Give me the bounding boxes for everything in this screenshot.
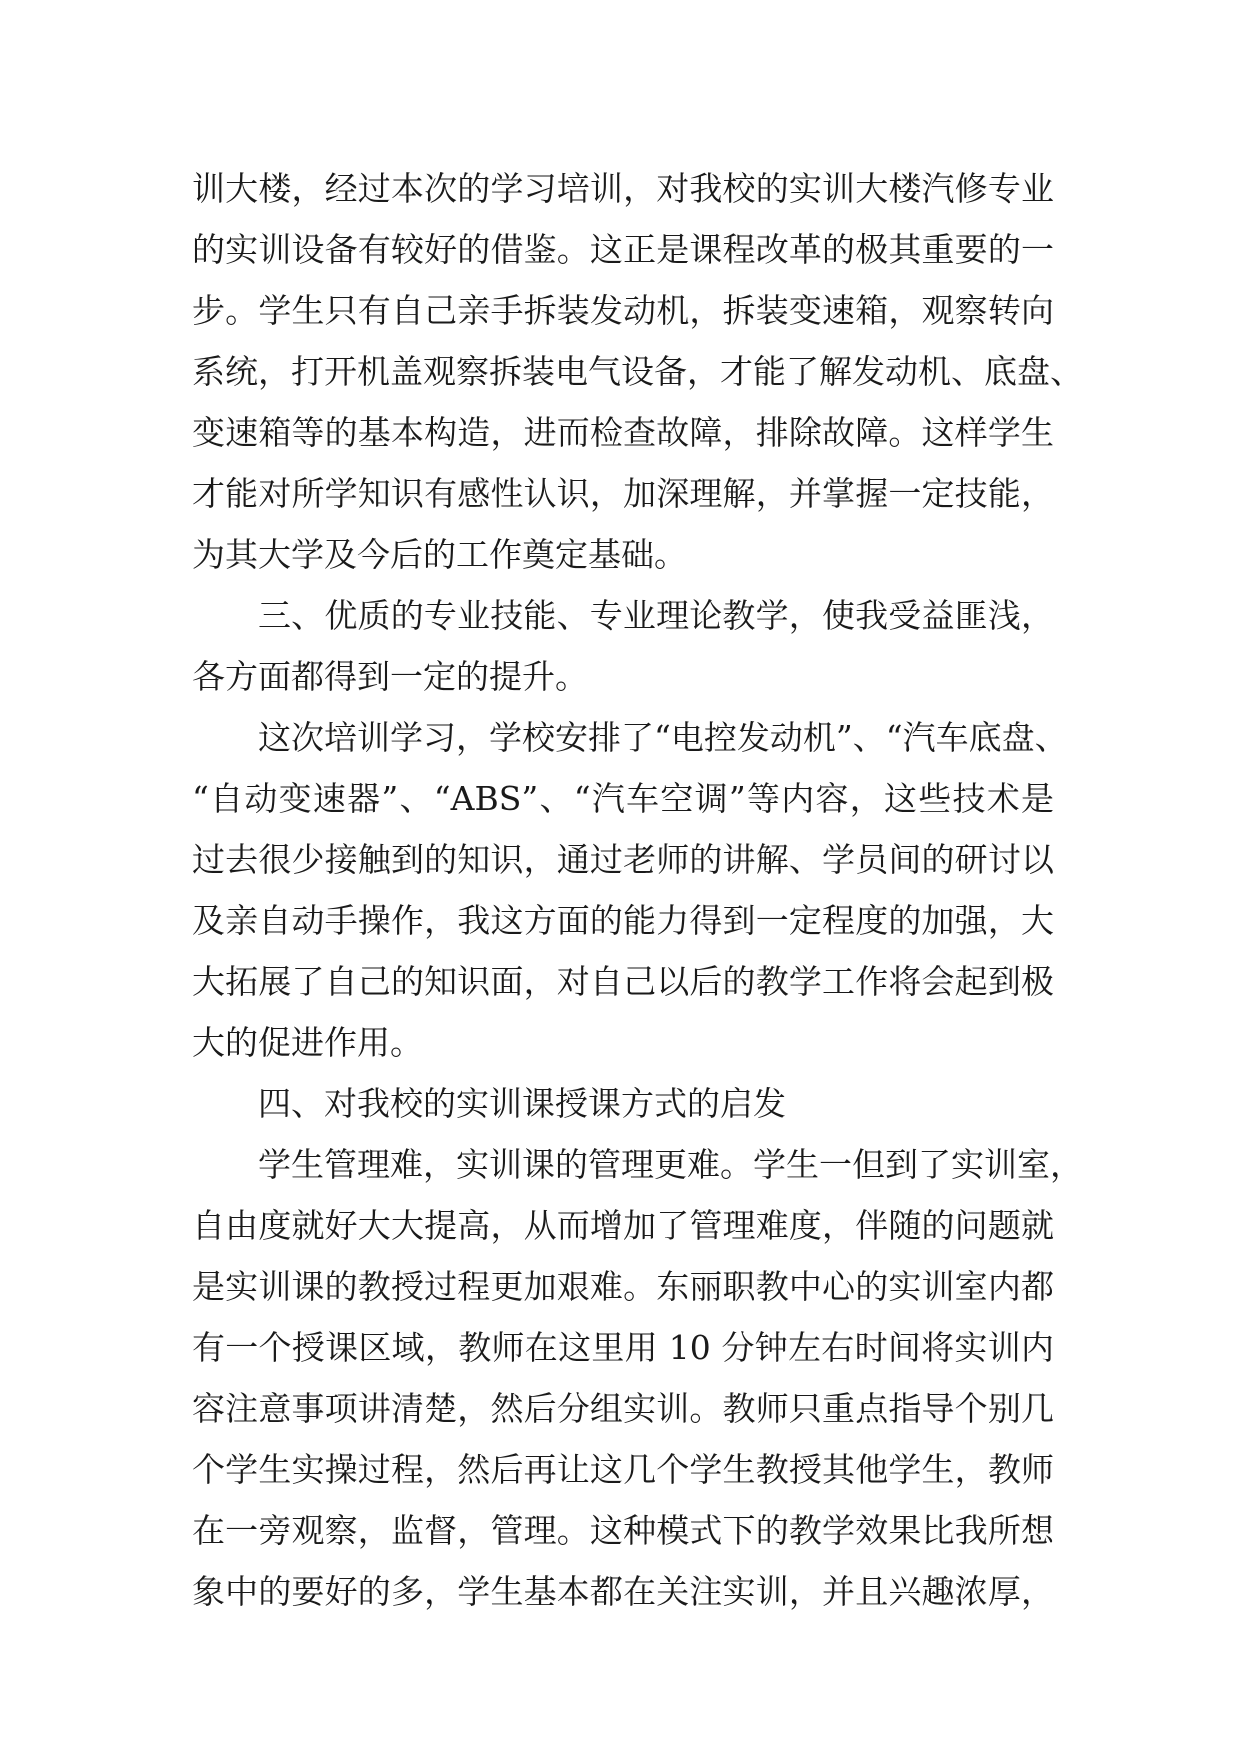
text-line: 学生管理难，实训课的管理更难。学生一但到了实训室， <box>258 1145 1083 1184</box>
text-line: 训大楼，经过本次的学习培训，对我校的实训大楼汽修专业 <box>192 169 1054 208</box>
text-line: 这次培训学习，学校安排了“电控发动机”、“汽车底盘、 <box>258 718 1068 757</box>
section-heading-three: 三、优质的专业技能、专业理论教学，使我受益匪浅， <box>258 596 1054 635</box>
text-line: “自动变速器”、“ABS”、“汽车空调”等内容，这些技术是 <box>192 779 1054 818</box>
text-line: 才能对所学知识有感性认识，加深理解，并掌握一定技能， <box>192 474 1054 513</box>
text-line: 在一旁观察，监督，管理。这种模式下的教学效果比我所想 <box>192 1511 1054 1550</box>
text-line: 步。学生只有自己亲手拆装发动机，拆装变速箱，观察转向 <box>192 291 1054 330</box>
text-line: 大拓展了自己的知识面，对自己以后的教学工作将会起到极 <box>192 962 1054 1001</box>
text-line: 的实训设备有较好的借鉴。这正是课程改革的极其重要的一 <box>192 230 1054 269</box>
text-line: 变速箱等的基本构造，进而检查故障，排除故障。这样学生 <box>192 413 1054 452</box>
text-line: 自由度就好大大提高，从而增加了管理难度，伴随的问题就 <box>192 1206 1054 1245</box>
text-line: 个学生实操过程，然后再让这几个学生教授其他学生，教师 <box>192 1450 1054 1489</box>
text-line: 过去很少接触到的知识，通过老师的讲解、学员间的研讨以 <box>192 840 1054 879</box>
text-line: 为其大学及今后的工作奠定基础。 <box>192 535 687 574</box>
document-page <box>192 158 1083 1622</box>
text-line: 各方面都得到一定的提升。 <box>192 657 588 696</box>
text-line: 系统，打开机盖观察拆装电气设备，才能了解发动机、底盘、 <box>192 352 1083 391</box>
text-line: 大的促进作用。 <box>192 1023 423 1062</box>
text-line: 象中的要好的多，学生基本都在关注实训，并且兴趣浓厚， <box>192 1572 1054 1611</box>
text-line: 容注意事项讲清楚，然后分组实训。教师只重点指导个别几 <box>192 1389 1054 1428</box>
text-line: 及亲自动手操作，我这方面的能力得到一定程度的加强，大 <box>192 901 1054 940</box>
text-line: 有一个授课区域，教师在这里用 10 分钟左右时间将实训内 <box>192 1328 1054 1367</box>
section-heading-four: 四、对我校的实训课授课方式的启发 <box>258 1084 786 1123</box>
body-text <box>192 158 1083 1622</box>
text-line: 是实训课的教授过程更加艰难。东丽职教中心的实训室内都 <box>192 1267 1054 1306</box>
